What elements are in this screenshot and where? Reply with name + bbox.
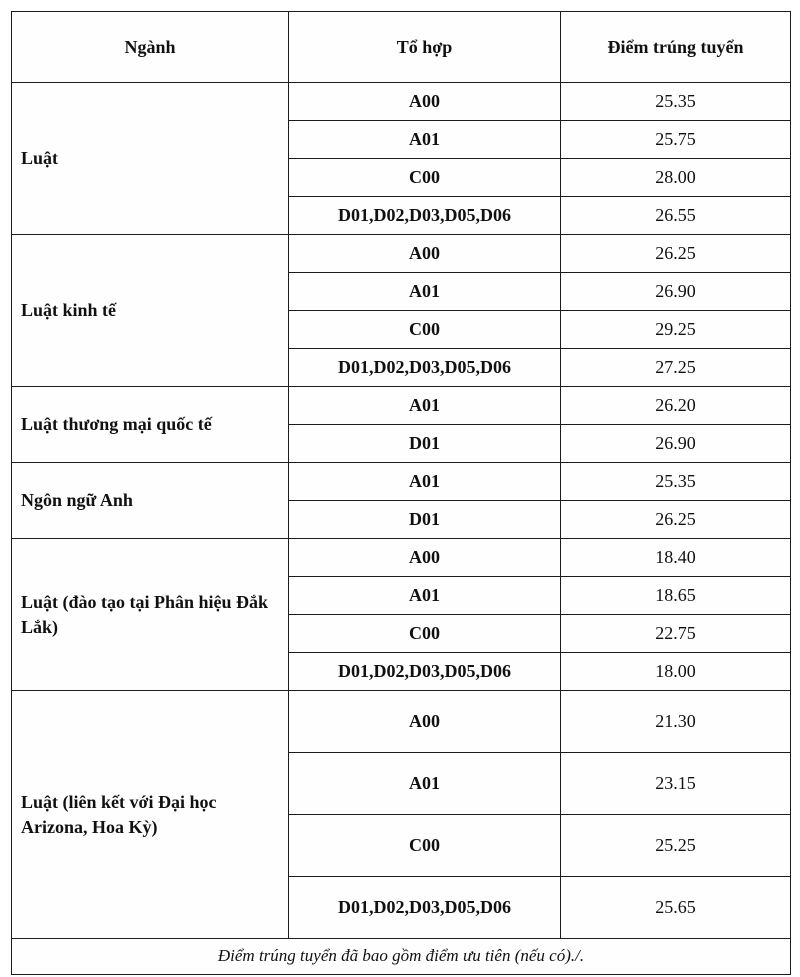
table-row [12, 539, 791, 577]
score-cell: 26.90 [561, 425, 791, 463]
score-cell: 21.30 [561, 691, 791, 753]
score-cell: 29.25 [561, 311, 791, 349]
major-cell: Luật [12, 83, 289, 235]
score-cell: 25.25 [561, 815, 791, 877]
footer-row [12, 939, 791, 975]
score-cell: 23.15 [561, 753, 791, 815]
admission-score-table [11, 11, 791, 975]
combo-cell: A00 [289, 235, 561, 273]
score-cell: 18.00 [561, 653, 791, 691]
combo-cell: C00 [289, 159, 561, 197]
combo-cell: A01 [289, 463, 561, 501]
major-cell: Luật (đào tạo tại Phân hiệu Đắk Lắk) [12, 539, 289, 691]
header-score: Điểm trúng tuyển [561, 12, 791, 83]
header-combo: Tổ hợp [289, 12, 561, 83]
table-row [12, 83, 791, 121]
combo-cell: C00 [289, 815, 561, 877]
combo-cell: D01,D02,D03,D05,D06 [289, 653, 561, 691]
combo-cell: D01 [289, 425, 561, 463]
table-row [12, 463, 791, 501]
score-cell: 22.75 [561, 615, 791, 653]
combo-cell: A01 [289, 121, 561, 159]
score-cell: 18.65 [561, 577, 791, 615]
table-row [12, 387, 791, 425]
combo-cell: A00 [289, 539, 561, 577]
score-cell: 26.20 [561, 387, 791, 425]
score-cell: 25.35 [561, 83, 791, 121]
combo-cell: A01 [289, 273, 561, 311]
combo-cell: D01 [289, 501, 561, 539]
header-major: Ngành [12, 12, 289, 83]
major-cell: Ngôn ngữ Anh [12, 463, 289, 539]
combo-cell: D01,D02,D03,D05,D06 [289, 197, 561, 235]
footer-note: Điểm trúng tuyển đã bao gồm điểm ưu tiên (nếu có)./. [12, 939, 791, 975]
combo-cell: A00 [289, 83, 561, 121]
score-cell: 27.25 [561, 349, 791, 387]
score-cell: 26.90 [561, 273, 791, 311]
score-cell: 18.40 [561, 539, 791, 577]
table-row [12, 235, 791, 273]
combo-cell: C00 [289, 311, 561, 349]
major-cell: Luật (liên kết với Đại học Arizona, Hoa Kỳ) [12, 691, 289, 939]
combo-cell: C00 [289, 615, 561, 653]
major-cell: Luật thương mại quốc tế [12, 387, 289, 463]
table-row [12, 691, 791, 753]
combo-cell: A01 [289, 577, 561, 615]
combo-cell: D01,D02,D03,D05,D06 [289, 877, 561, 939]
major-cell: Luật kinh tế [12, 235, 289, 387]
table-body [12, 83, 791, 939]
score-cell: 25.75 [561, 121, 791, 159]
score-cell: 28.00 [561, 159, 791, 197]
score-cell: 26.25 [561, 501, 791, 539]
combo-cell: A01 [289, 387, 561, 425]
combo-cell: A00 [289, 691, 561, 753]
score-cell: 25.35 [561, 463, 791, 501]
header-row [12, 12, 791, 83]
score-cell: 25.65 [561, 877, 791, 939]
score-cell: 26.55 [561, 197, 791, 235]
combo-cell: D01,D02,D03,D05,D06 [289, 349, 561, 387]
combo-cell: A01 [289, 753, 561, 815]
score-cell: 26.25 [561, 235, 791, 273]
